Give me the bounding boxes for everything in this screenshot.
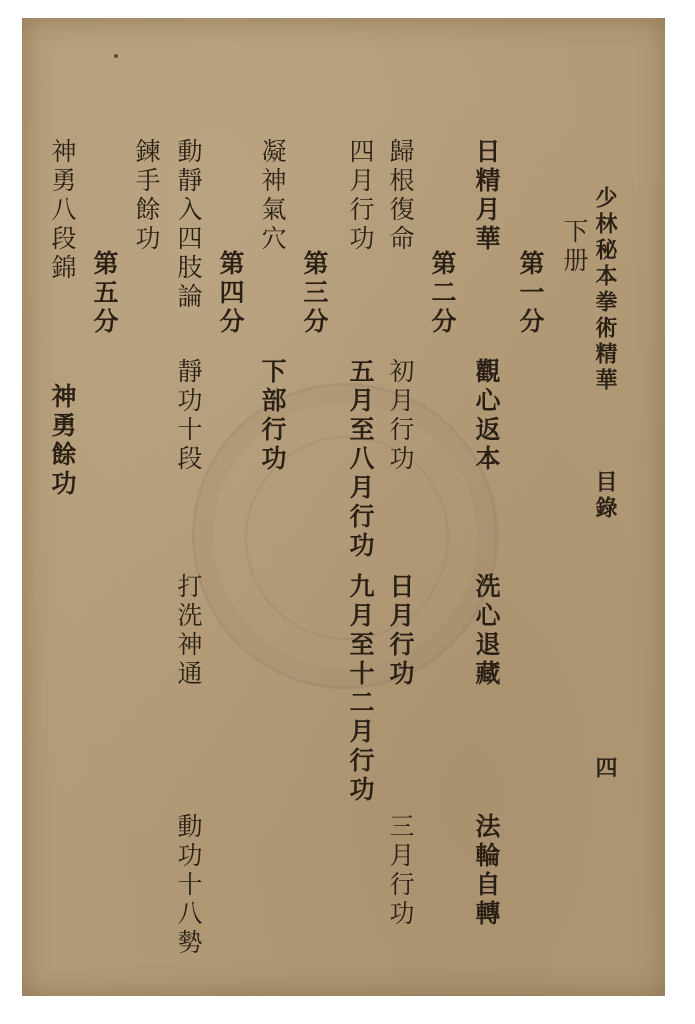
toc-entry: 九月至十二月行功 (346, 573, 375, 805)
toc-entry: 神勇餘功 (48, 383, 77, 499)
toc-entry: 日精月華 (472, 138, 501, 254)
volume-label: 下册 (560, 218, 589, 276)
toc-entry: 初月行功 (386, 358, 415, 474)
toc-entry: 觀心返本 (472, 358, 501, 474)
library-seal-stamp (192, 383, 501, 689)
book-title: 少林秘本拳術精華 (592, 186, 618, 394)
toc-entry: 法輪自轉 (472, 813, 501, 929)
section-heading: 第二分 (428, 250, 457, 337)
toc-entry: 動功十八勢 (174, 813, 203, 958)
page-number: 四 (592, 756, 618, 782)
toc-entry: 四月行功 (346, 138, 375, 254)
toc-entry: 下部行功 (258, 358, 287, 474)
book-page (22, 18, 665, 996)
section-heading: 第三分 (300, 250, 329, 337)
toc-entry: 日月行功 (386, 573, 415, 689)
section-heading: 第五分 (90, 250, 119, 337)
ink-speck (114, 54, 118, 58)
toc-entry: 洗心退藏 (472, 573, 501, 689)
toc-entry: 神勇八段錦 (48, 138, 77, 283)
toc-entry: 打洗神通 (174, 573, 203, 689)
toc-entry: 歸根復命 (386, 138, 415, 254)
toc-entry: 三月行功 (386, 813, 415, 929)
section-heading: 第四分 (216, 250, 245, 337)
toc-entry: 動靜入四肢論 (174, 138, 203, 312)
toc-entry: 靜功十段 (174, 358, 203, 474)
toc-entry: 鍊手餘功 (132, 138, 161, 254)
toc-entry: 凝神氣穴 (258, 138, 287, 254)
section-label: 目錄 (592, 470, 618, 522)
section-heading: 第一分 (516, 250, 545, 337)
toc-entry: 五月至八月行功 (346, 358, 375, 561)
